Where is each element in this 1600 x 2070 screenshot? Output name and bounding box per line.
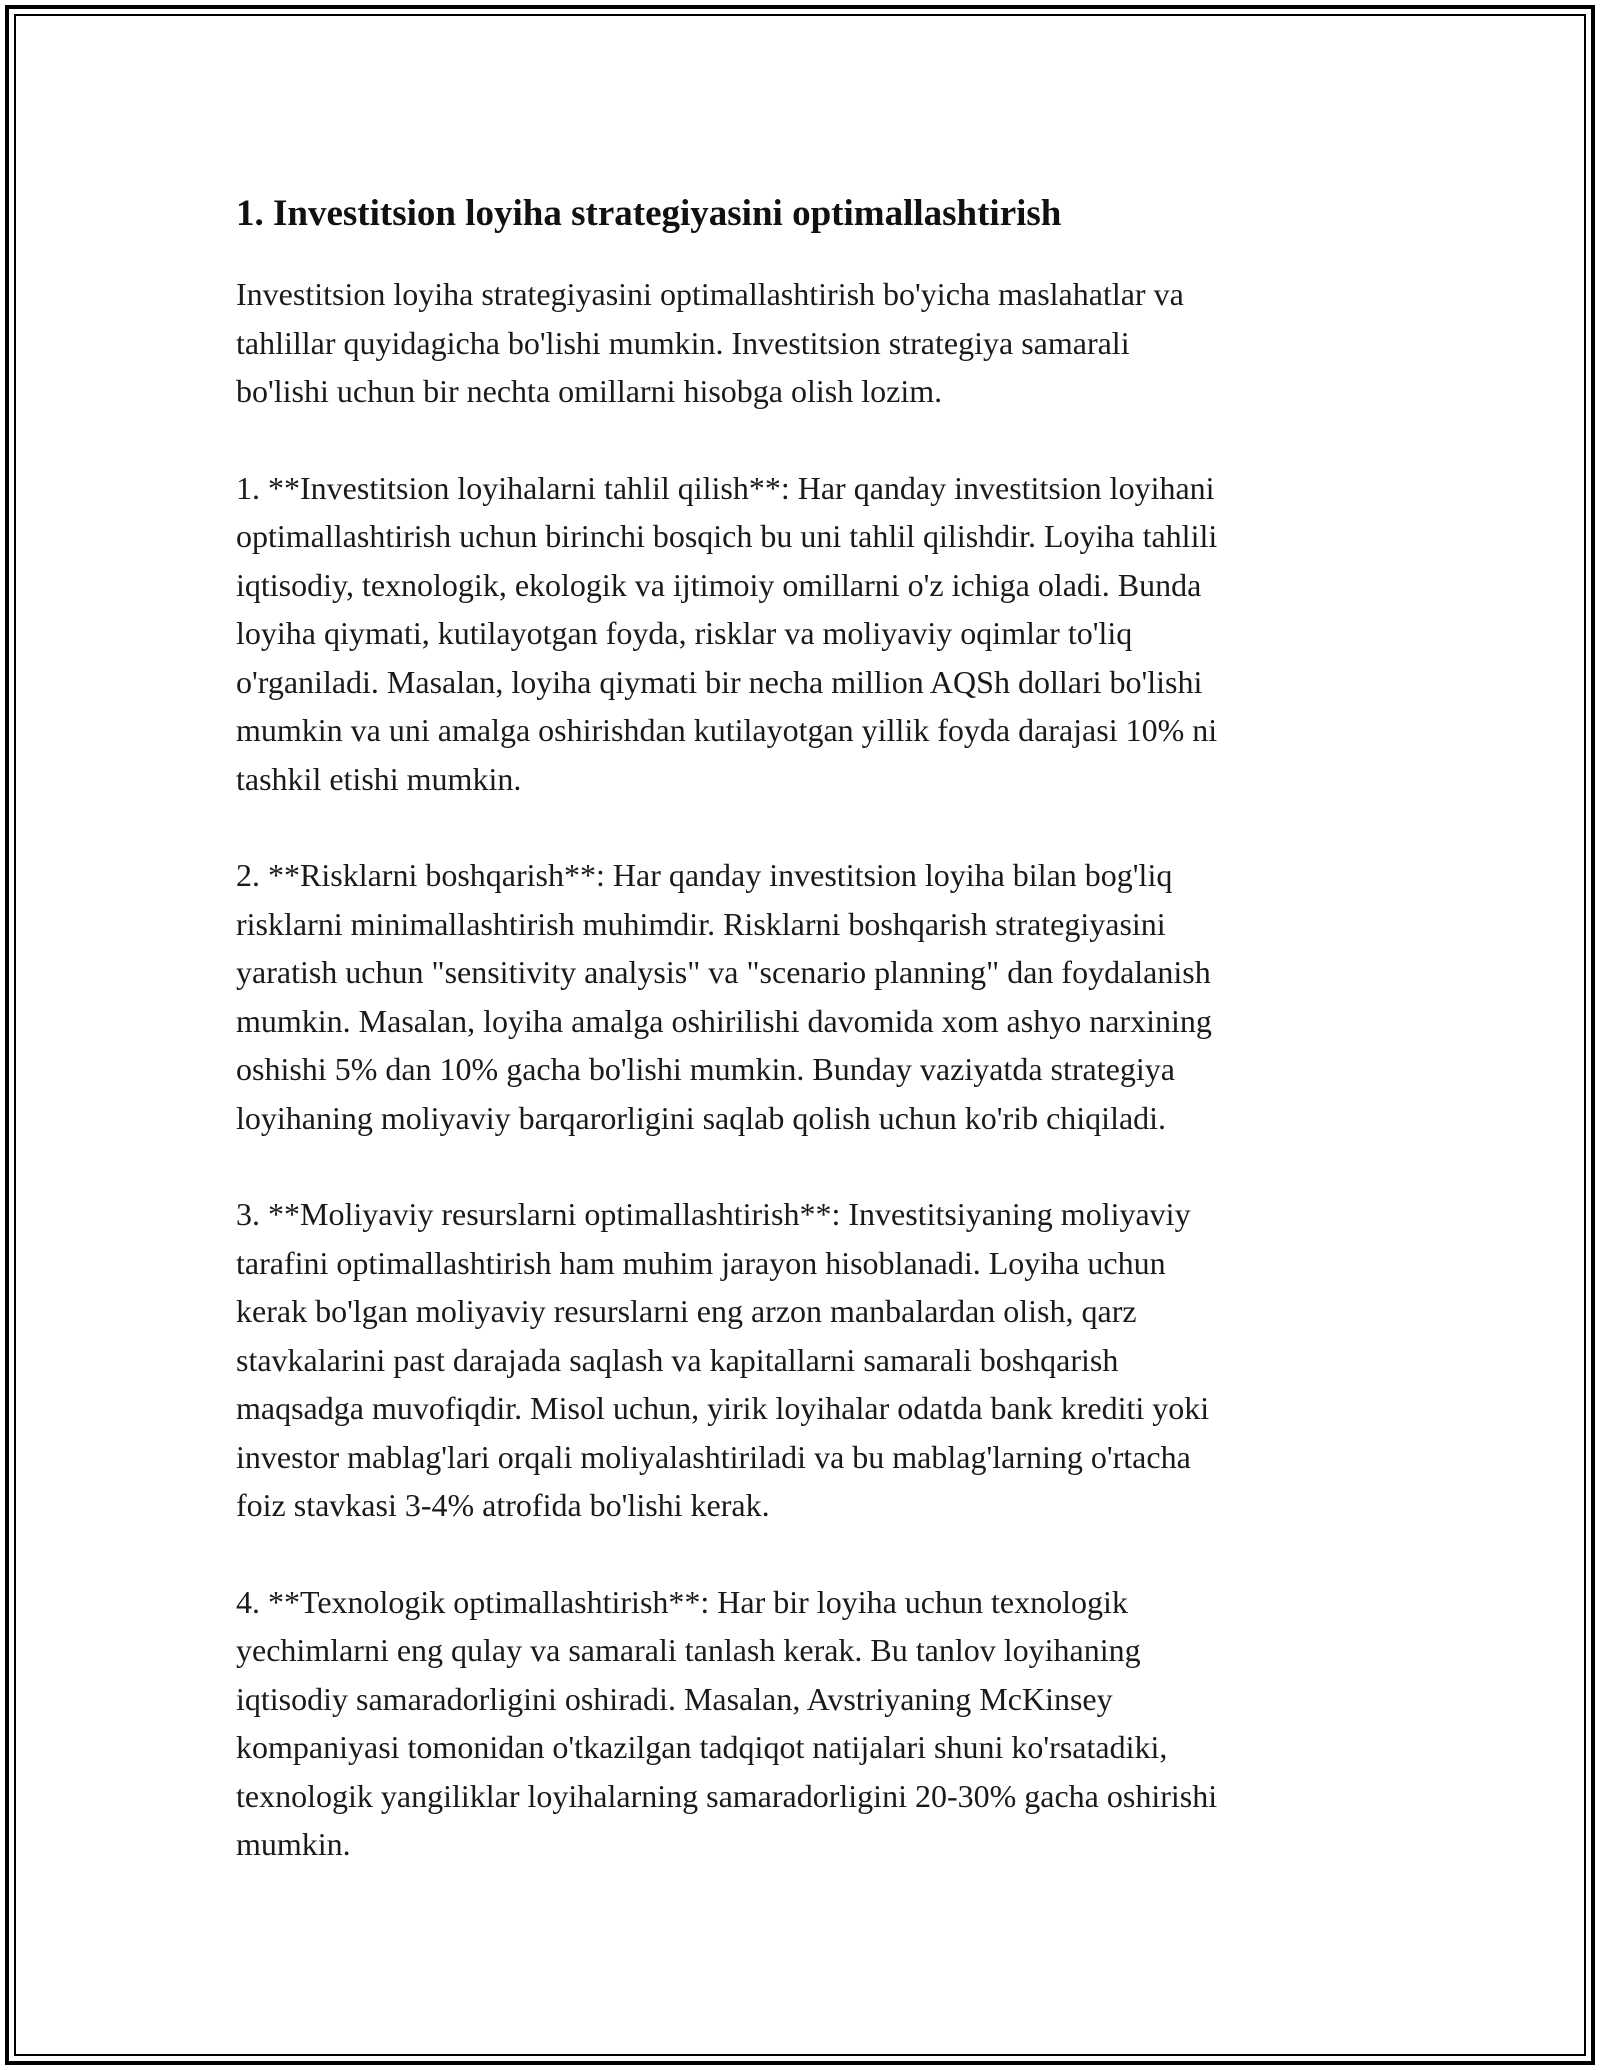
section-paragraph-2: 2. **Risklarni boshqarish**: Har qanday investitsion loyiha bilan bog'liq risklarni minimallashtirish muhimdir. Risklarni boshqarish strategiyasini yaratish uchun "sensitivity analysis" va "scenario planning" dan foydalanish mumkin. Masalan, loyiha amalga oshirilishi davomida xom ashyo narxining oshishi 5% dan 10% gacha bo'lishi mumkin. Bunday vaziyatda strategiya loyihaning moliyaviy barqarorligini saqlab qolish uchun ko'rib chiqiladi. [236, 857, 1212, 1136]
section-paragraph-3: 3. **Moliyaviy resurslarni optimallashtirish**: Investitsiyaning moliyaviy tarafini optimallashtirish ham muhim jarayon hisoblanadi. Loyiha uchun kerak bo'lgan moliyaviy resurslarni eng arzon manbalardan olish, qarz stavkalarini past darajada saqlash va kapitallarni samarali boshqarish maqsadga muvofiqdir. Misol uchun, yirik loyihalar odatda bank krediti yoki investor mablag'lari orqali moliyalashtiriladi va bu mablag'larning o'rtacha foiz stavkasi 3-4% atrofida bo'lishi kerak. [236, 1196, 1210, 1523]
section-paragraph-1: 1. **Investitsion loyihalarni tahlil qilish**: Har qanday investitsion loyihani optimallashtirish uchun birinchi bosqich bu uni tahlil qilishdir. Loyiha tahlili iqtisodiy, texnologik, ekologik va ijtimoiy omillarni o'z ichiga oladi. Bunda loyiha qiymati, kutilayotgan foyda, risklar va moliyaviy oqimlar to'liq o'rganiladi. Masalan, loyiha qiymati bir necha million AQSh dollari bo'lishi mumkin va uni amalga oshirishdan kutilayotgan yillik foyda darajasi 10% ni tashkil etishi mumkin. [236, 469, 1218, 797]
document-body [236, 186, 1376, 1917]
intro-paragraph: Investitsion loyiha strategiyasini optimallashtirish bo'yicha maslahatlar va tahlillar quyidagicha bo'lishi mumkin. Investitsion strategiya samarali bo'lishi uchun bir nechta omillarni hisobga olish lozim. [236, 276, 1184, 409]
document-title: 1. Investitsion loyiha strategiyasini optimallashtirish [236, 193, 1062, 234]
section-paragraph-4: 4. **Texnologik optimallashtirish**: Har bir loyiha uchun texnologik yechimlarni eng qulay va samarali tanlash kerak. Bu tanlov loyihaning iqtisodiy samaradorligini oshiradi. Masalan, Avstriyaning McKinsey kompaniyasi tomonidan o'tkazilgan tadqiqot natijalari shuni ko'rsatadiki, texnologik yangiliklar loyihalarning samaradorligini 20-30% gacha oshirishi mumkin. [236, 1583, 1218, 1862]
